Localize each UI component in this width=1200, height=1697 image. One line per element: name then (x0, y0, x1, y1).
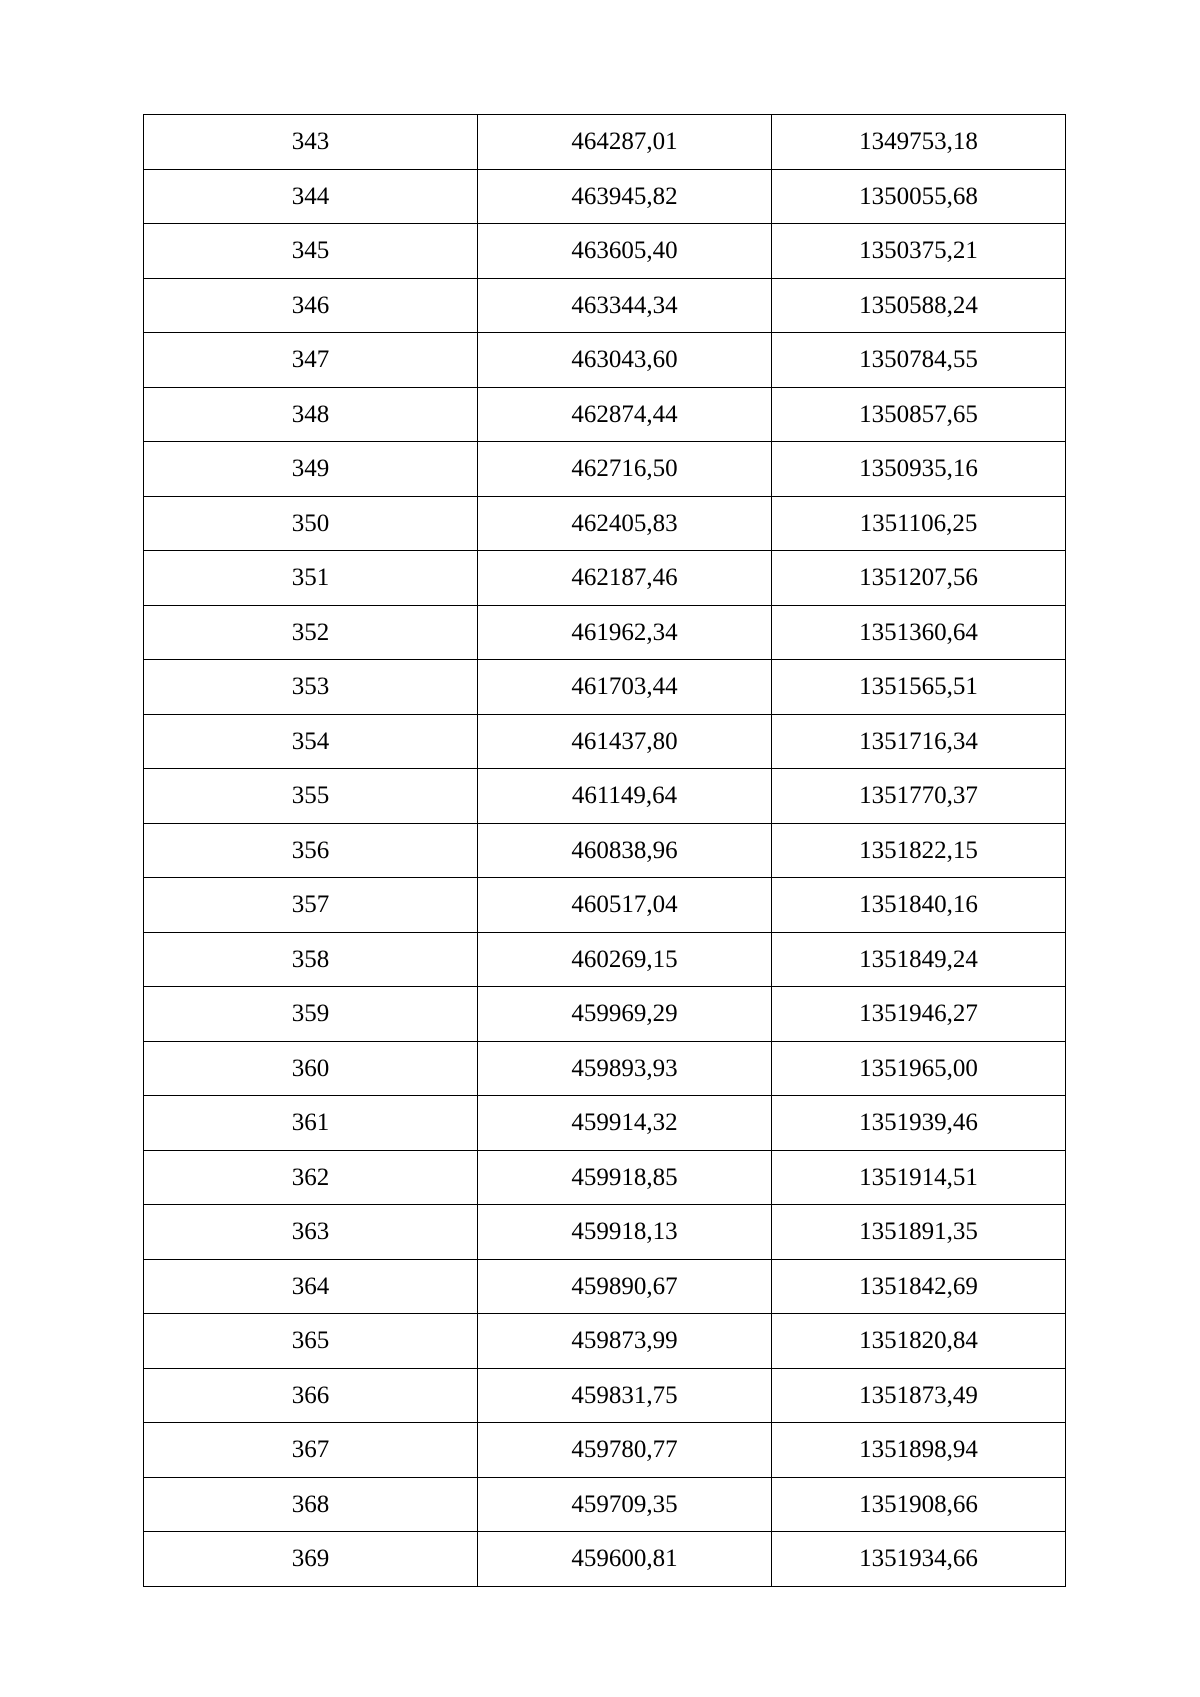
y-coordinate-cell: 1350375,21 (772, 224, 1066, 279)
table-row (144, 224, 1066, 279)
x-coordinate-cell: 462405,83 (478, 496, 772, 551)
y-coordinate-cell: 1351840,16 (772, 878, 1066, 933)
x-coordinate-cell: 463945,82 (478, 169, 772, 224)
x-coordinate-cell: 463605,40 (478, 224, 772, 279)
table-row (144, 987, 1066, 1042)
y-coordinate-cell: 1351914,51 (772, 1150, 1066, 1205)
table-row (144, 169, 1066, 224)
point-number-cell: 366 (144, 1368, 478, 1423)
x-coordinate-cell: 460269,15 (478, 932, 772, 987)
coordinates-table (143, 114, 1066, 1587)
y-coordinate-cell: 1351565,51 (772, 660, 1066, 715)
y-coordinate-cell: 1350784,55 (772, 333, 1066, 388)
point-number-cell: 349 (144, 442, 478, 497)
x-coordinate-cell: 460517,04 (478, 878, 772, 933)
table-row (144, 932, 1066, 987)
point-number-cell: 344 (144, 169, 478, 224)
y-coordinate-cell: 1349753,18 (772, 115, 1066, 170)
point-number-cell: 355 (144, 769, 478, 824)
x-coordinate-cell: 459831,75 (478, 1368, 772, 1423)
point-number-cell: 363 (144, 1205, 478, 1260)
table-row (144, 769, 1066, 824)
y-coordinate-cell: 1351716,34 (772, 714, 1066, 769)
point-number-cell: 345 (144, 224, 478, 279)
x-coordinate-cell: 464287,01 (478, 115, 772, 170)
y-coordinate-cell: 1351770,37 (772, 769, 1066, 824)
point-number-cell: 351 (144, 551, 478, 606)
x-coordinate-cell: 459600,81 (478, 1532, 772, 1587)
point-number-cell: 369 (144, 1532, 478, 1587)
x-coordinate-cell: 459918,13 (478, 1205, 772, 1260)
point-number-cell: 348 (144, 387, 478, 442)
x-coordinate-cell: 459969,29 (478, 987, 772, 1042)
x-coordinate-cell: 461437,80 (478, 714, 772, 769)
table-row (144, 387, 1066, 442)
table-row (144, 1314, 1066, 1369)
table-row (144, 714, 1066, 769)
y-coordinate-cell: 1351106,25 (772, 496, 1066, 551)
table-row (144, 1532, 1066, 1587)
point-number-cell: 343 (144, 115, 478, 170)
x-coordinate-cell: 461962,34 (478, 605, 772, 660)
y-coordinate-cell: 1350055,68 (772, 169, 1066, 224)
point-number-cell: 354 (144, 714, 478, 769)
point-number-cell: 356 (144, 823, 478, 878)
x-coordinate-cell: 462187,46 (478, 551, 772, 606)
table-row (144, 1041, 1066, 1096)
x-coordinate-cell: 463043,60 (478, 333, 772, 388)
y-coordinate-cell: 1351360,64 (772, 605, 1066, 660)
x-coordinate-cell: 461149,64 (478, 769, 772, 824)
table-row (144, 1477, 1066, 1532)
y-coordinate-cell: 1350857,65 (772, 387, 1066, 442)
table-row (144, 1096, 1066, 1151)
point-number-cell: 367 (144, 1423, 478, 1478)
y-coordinate-cell: 1351898,94 (772, 1423, 1066, 1478)
x-coordinate-cell: 459873,99 (478, 1314, 772, 1369)
table-row (144, 551, 1066, 606)
table-row (144, 823, 1066, 878)
point-number-cell: 347 (144, 333, 478, 388)
x-coordinate-cell: 462716,50 (478, 442, 772, 497)
table-row (144, 1150, 1066, 1205)
y-coordinate-cell: 1351934,66 (772, 1532, 1066, 1587)
point-number-cell: 364 (144, 1259, 478, 1314)
table-row (144, 333, 1066, 388)
x-coordinate-cell: 459890,67 (478, 1259, 772, 1314)
table-row (144, 605, 1066, 660)
point-number-cell: 346 (144, 278, 478, 333)
point-number-cell: 368 (144, 1477, 478, 1532)
table-row (144, 660, 1066, 715)
y-coordinate-cell: 1351822,15 (772, 823, 1066, 878)
point-number-cell: 365 (144, 1314, 478, 1369)
table-row (144, 278, 1066, 333)
y-coordinate-cell: 1351946,27 (772, 987, 1066, 1042)
point-number-cell: 358 (144, 932, 478, 987)
x-coordinate-cell: 459914,32 (478, 1096, 772, 1151)
y-coordinate-cell: 1351873,49 (772, 1368, 1066, 1423)
y-coordinate-cell: 1351207,56 (772, 551, 1066, 606)
table-row (144, 496, 1066, 551)
x-coordinate-cell: 461703,44 (478, 660, 772, 715)
point-number-cell: 350 (144, 496, 478, 551)
table-row (144, 1423, 1066, 1478)
table-row (144, 1259, 1066, 1314)
y-coordinate-cell: 1351842,69 (772, 1259, 1066, 1314)
y-coordinate-cell: 1351965,00 (772, 1041, 1066, 1096)
point-number-cell: 360 (144, 1041, 478, 1096)
y-coordinate-cell: 1351939,46 (772, 1096, 1066, 1151)
x-coordinate-cell: 462874,44 (478, 387, 772, 442)
y-coordinate-cell: 1351891,35 (772, 1205, 1066, 1260)
x-coordinate-cell: 463344,34 (478, 278, 772, 333)
point-number-cell: 361 (144, 1096, 478, 1151)
point-number-cell: 359 (144, 987, 478, 1042)
table-row (144, 878, 1066, 933)
point-number-cell: 362 (144, 1150, 478, 1205)
x-coordinate-cell: 459893,93 (478, 1041, 772, 1096)
x-coordinate-cell: 459709,35 (478, 1477, 772, 1532)
coordinates-table-body (144, 115, 1066, 1587)
point-number-cell: 357 (144, 878, 478, 933)
y-coordinate-cell: 1351908,66 (772, 1477, 1066, 1532)
table-row (144, 442, 1066, 497)
y-coordinate-cell: 1351820,84 (772, 1314, 1066, 1369)
x-coordinate-cell: 459780,77 (478, 1423, 772, 1478)
x-coordinate-cell: 460838,96 (478, 823, 772, 878)
table-row (144, 115, 1066, 170)
table-row (144, 1205, 1066, 1260)
table-row (144, 1368, 1066, 1423)
y-coordinate-cell: 1350588,24 (772, 278, 1066, 333)
point-number-cell: 352 (144, 605, 478, 660)
y-coordinate-cell: 1351849,24 (772, 932, 1066, 987)
y-coordinate-cell: 1350935,16 (772, 442, 1066, 497)
x-coordinate-cell: 459918,85 (478, 1150, 772, 1205)
point-number-cell: 353 (144, 660, 478, 715)
